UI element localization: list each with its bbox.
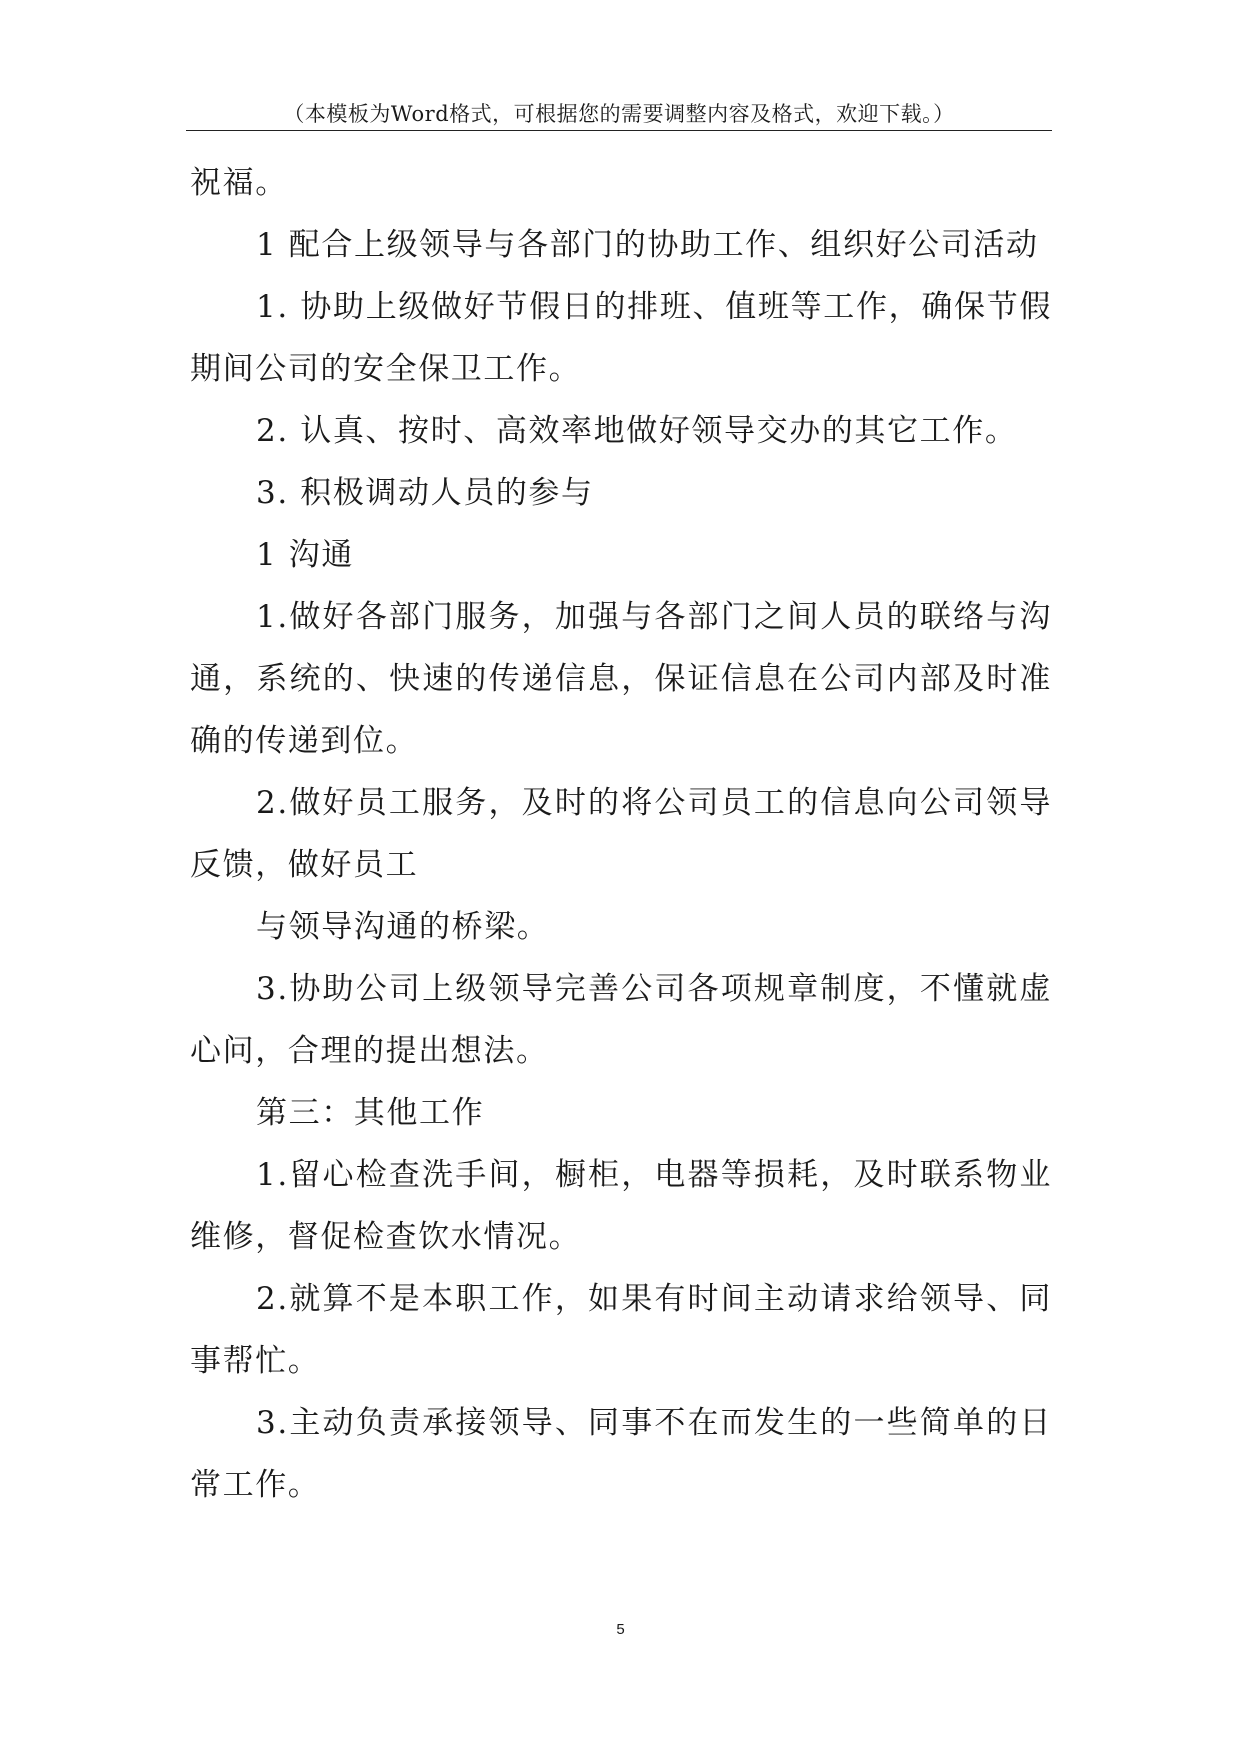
paragraph: 第三：其他工作 [256, 1095, 485, 1131]
paragraph: 2.就算不是本职工作，如果有时间主动请求给领导、同事帮忙。 [190, 1281, 1052, 1379]
paragraph: 2. 认真、按时、高效率地做好领导交办的其它工作。 [256, 413, 1018, 449]
header-note: （本模板为Word格式，可根据您的需要调整内容及格式，欢迎下载。） [283, 102, 955, 126]
paragraph: 3.协助公司上级领导完善公司各项规章制度，不懂就虚心问，合理的提出想法。 [190, 971, 1052, 1069]
paragraph: 与领导沟通的桥梁。 [256, 909, 550, 945]
paragraph: 3. 积极调动人员的参与 [256, 475, 594, 511]
paragraph: 1.做好各部门服务，加强与各部门之间人员的联络与沟通，系统的、快速的传递信息，保证信息在公司内部及时准确的传递到位。 [190, 599, 1052, 759]
paragraph: 1.留心检查洗手间，橱柜，电器等损耗，及时联系物业维修，督促检查饮水情况。 [190, 1157, 1052, 1255]
paragraph: 1 沟通 [256, 537, 354, 573]
paragraph: 3.主动负责承接领导、同事不在而发生的一些简单的日常工作。 [190, 1405, 1052, 1503]
header-divider [186, 130, 1052, 131]
paragraph: 祝福。 [190, 165, 288, 201]
page-number: 5 [616, 1621, 625, 1638]
document-body [190, 152, 1052, 1516]
paragraph: 1. 协助上级做好节假日的排班、值班等工作，确保节假期间公司的安全保卫工作。 [190, 289, 1052, 387]
paragraph: 1 配合上级领导与各部门的协助工作、组织好公司活动 [256, 227, 1039, 263]
paragraph: 2.做好员工服务，及时的将公司员工的信息向公司领导反馈，做好员工 [190, 785, 1052, 883]
